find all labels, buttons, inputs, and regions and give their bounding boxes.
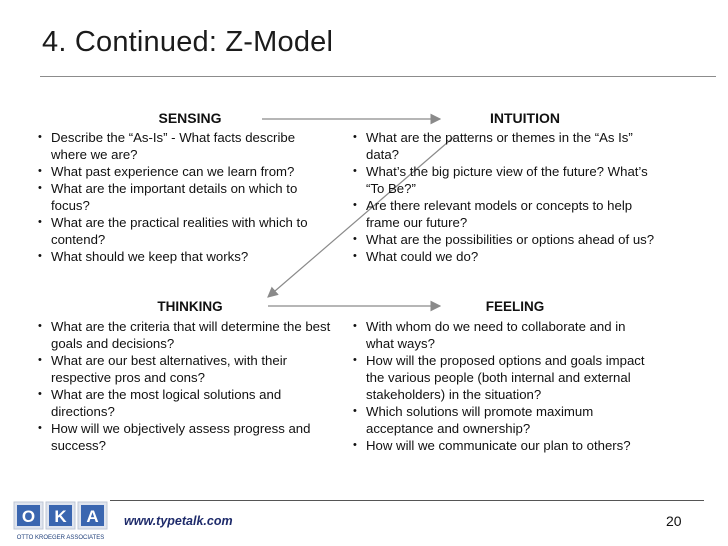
intuition-list xyxy=(352,129,664,265)
list-item: • Are there relevant models or concepts to help frame our future? xyxy=(352,197,664,231)
thinking-list xyxy=(37,318,337,454)
feeling-list xyxy=(352,318,657,454)
list-item: • What past experience can we learn from? xyxy=(37,163,332,180)
list-item: • What’s the big picture view of the future? What’s “To Be?” xyxy=(352,163,664,197)
list-item: • How will the proposed options and goals impact the various people (both internal and external stakeholders) in the situation? xyxy=(352,352,657,403)
list-item: • What could we do? xyxy=(352,248,664,265)
feeling-heading: FEELING xyxy=(485,299,545,314)
list-item: • What are the most logical solutions and directions? xyxy=(37,386,337,420)
sensing-list xyxy=(37,129,332,265)
list-item: • What are the important details on which to focus? xyxy=(37,180,332,214)
logo-letter-o: O xyxy=(21,507,36,526)
footer-url: www.typetalk.com xyxy=(124,514,233,528)
intuition-heading: INTUITION xyxy=(490,110,560,126)
list-item: • How will we communicate our plan to others? xyxy=(352,437,657,454)
slide-title: 4. Continued: Z-Model xyxy=(42,26,334,58)
list-item: • What are the criteria that will determine the best goals and decisions? xyxy=(37,318,337,352)
logo-letter-k: K xyxy=(54,507,67,526)
list-item: • What are our best alternatives, with their respective pros and cons? xyxy=(37,352,337,386)
list-item: • Describe the “As-Is” - What facts describe where we are? xyxy=(37,129,332,163)
list-item: • With whom do we need to collaborate and in what ways? xyxy=(352,318,657,352)
list-item: • What are the patterns or themes in the “As Is” data? xyxy=(352,129,664,163)
logo-letter-a: A xyxy=(86,507,99,526)
oka-logo xyxy=(12,499,109,542)
list-item: • What are the practical realities with which to contend? xyxy=(37,214,332,248)
list-item: • What should we keep that works? xyxy=(37,248,332,265)
sensing-heading: SENSING xyxy=(158,110,222,126)
list-item: • How will we objectively assess progress and success? xyxy=(37,420,337,454)
footer-rule xyxy=(110,500,704,501)
logo-tagline: OTTO KROEGER ASSOCIATES xyxy=(16,535,105,541)
list-item: • What are the possibilities or options ahead of us? xyxy=(352,231,664,248)
page-number: 20 xyxy=(666,513,682,529)
list-item: • Which solutions will promote maximum acceptance and ownership? xyxy=(352,403,657,437)
thinking-heading: THINKING xyxy=(157,299,223,314)
